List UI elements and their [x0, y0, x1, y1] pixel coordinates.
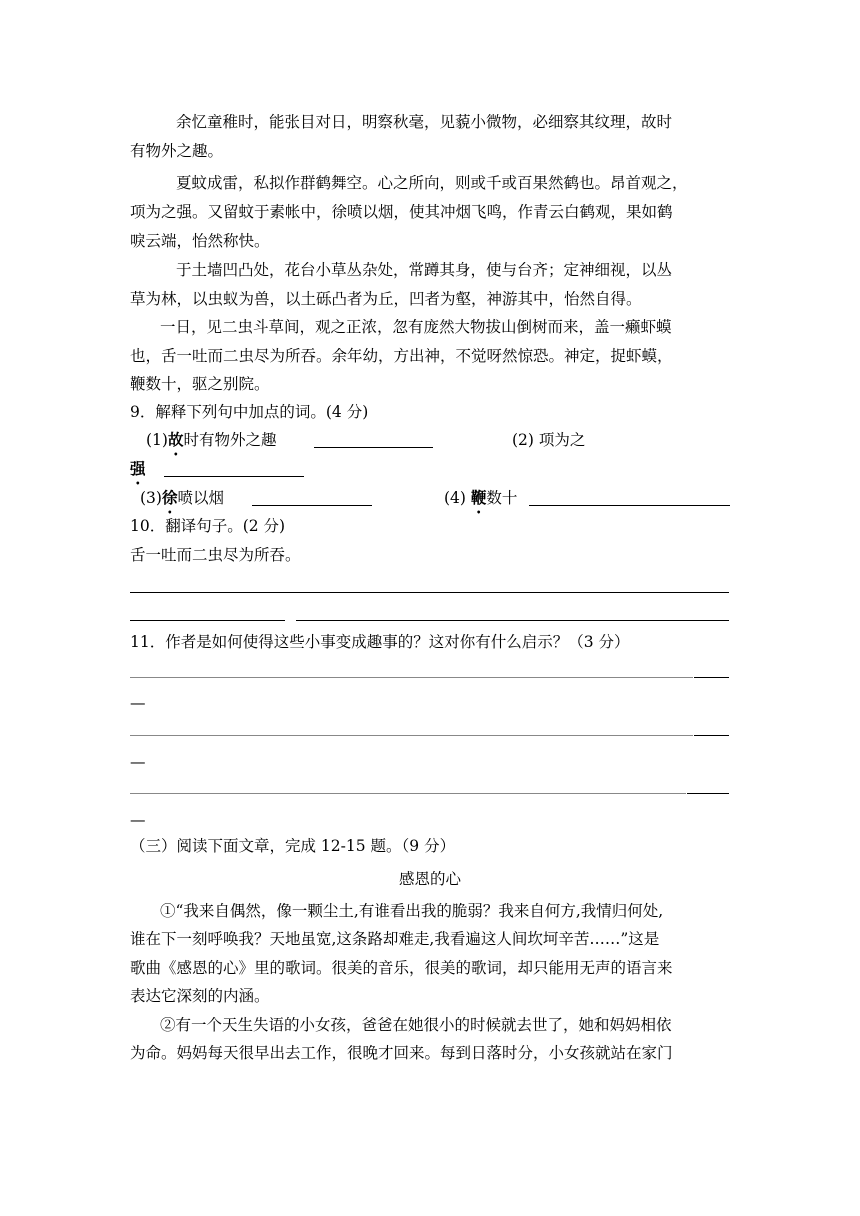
q9-item2 [130, 458, 146, 488]
q9-item1-suffix: 时有物外之趣 [183, 431, 277, 449]
q9-item1-prefix: (1) [146, 431, 168, 449]
q10-answer-line-2a[interactable] [130, 620, 285, 621]
q9-item4 [444, 487, 517, 517]
passage-p2-line1: 夏蚊成雷，私拟作群鹤舞空。心之所向，则或千或百果然鹤也。昂首观之， [176, 174, 688, 192]
q11-answer-line-3-tail[interactable] [687, 793, 729, 794]
passage-p4-line2: 也，舌一吐而二虫尽为所吞。余年幼，方出神，不觉呀然惊恐。神定，捉虾蟆， [130, 347, 673, 365]
q10-answer-line-2b[interactable] [296, 620, 729, 621]
q11-title: 11．作者是如何使得这些小事变成趣事的？这对你有什么启示？（3 分） [130, 633, 630, 651]
q9-item4-prefix: (4) [444, 489, 471, 507]
q9-item3-suffix: 喷以烟 [177, 489, 224, 507]
q9-item2-dotted-word: 强 [130, 459, 146, 478]
q10-answer-line-1[interactable] [130, 592, 729, 593]
article-title: 感恩的心 [398, 870, 461, 888]
passage-p3-line2: 草为林，以虫蚁为兽，以土砾凸者为丘，凹者为壑，神游其中，怡然自得。 [130, 290, 642, 308]
passage-p1-line1: 余忆童稚时，能张目对日，明察秋毫，见藐小微物，必细察其纹理，故时 [176, 113, 673, 131]
article-p1-line1: ①“我来自偶然，像一颗尘土,有谁看出我的脆弱？我来自何方,我情归何处, [160, 902, 664, 920]
article-p1-line4: 表达它深刻的内涵。 [130, 987, 270, 1005]
passage-p4-line3: 鞭数十，驱之别院。 [130, 375, 270, 393]
q9-item3-dotted-word: 徐 [161, 488, 178, 507]
q11-answer-line-2[interactable] [130, 735, 693, 736]
q9-item3 [140, 487, 224, 517]
q9-item1 [146, 429, 277, 459]
q9-item2-text: (2) 项为之 [512, 431, 586, 449]
passage-p3-line1: 于土墙凹凸处，花台小草丛杂处，常蹲其身，使与台齐；定神细视，以丛 [176, 261, 673, 279]
q9-answer-blank-4[interactable] [529, 505, 730, 506]
passage-p2-line3: 唳云端，怡然称快。 [130, 232, 270, 250]
q9-answer-blank-1[interactable] [314, 447, 433, 448]
q9-item4-suffix: 数十 [486, 489, 518, 507]
passage-p1-line2: 有物外之趣。 [130, 142, 224, 160]
q9-answer-blank-2[interactable] [164, 476, 304, 477]
q11-line3-dash: — [130, 811, 146, 829]
q11-answer-line-3[interactable] [130, 793, 686, 794]
section3-heading: （三）阅读下面文章，完成 12-15 题。（9 分） [130, 837, 456, 855]
q11-answer-line-1[interactable] [130, 677, 693, 678]
article-p1-line2: 谁在下一刻呼唤我？天地虽宽,这条路却难走,我看遍这人间坎坷辛苦……”这是 [130, 930, 660, 948]
q10-title: 10．翻译句子。(2 分) [130, 517, 286, 535]
q9-answer-blank-3[interactable] [252, 505, 372, 506]
q9-item3-prefix: (3) [140, 489, 162, 507]
q9-title: 9．解释下列句中加点的词。(4 分) [130, 403, 369, 421]
q10-sentence: 舌一吐而二虫尽为所吞。 [130, 546, 301, 564]
q9-item1-dotted-word: 故 [167, 430, 184, 449]
q11-answer-line-1-tail[interactable] [694, 677, 729, 678]
q11-line2-dash: — [130, 753, 146, 771]
article-p1-line3: 歌曲《感恩的心》里的歌词。很美的音乐，很美的歌词，却只能用无声的语言来 [130, 959, 673, 977]
article-p2-line2: 为命。妈妈每天很早出去工作，很晚才回来。每到日落时分，小女孩就站在家门 [130, 1044, 673, 1062]
q9-item4-dotted-word: 鞭 [470, 488, 487, 507]
q11-line1-dash: — [130, 694, 146, 712]
q11-answer-line-2-tail[interactable] [694, 735, 729, 736]
passage-p2-line2: 项为之强。又留蚊于素帐中，徐喷以烟，使其冲烟飞鸣，作青云白鹤观，果如鹤 [130, 203, 673, 221]
passage-p4-line1: 一日，见二虫斗草间，观之正浓，忽有庞然大物拔山倒树而来，盖一癞虾蟆 [160, 318, 672, 336]
article-p2-line1: ②有一个天生失语的小女孩，爸爸在她很小的时候就去世了，她和妈妈相依 [160, 1016, 672, 1034]
